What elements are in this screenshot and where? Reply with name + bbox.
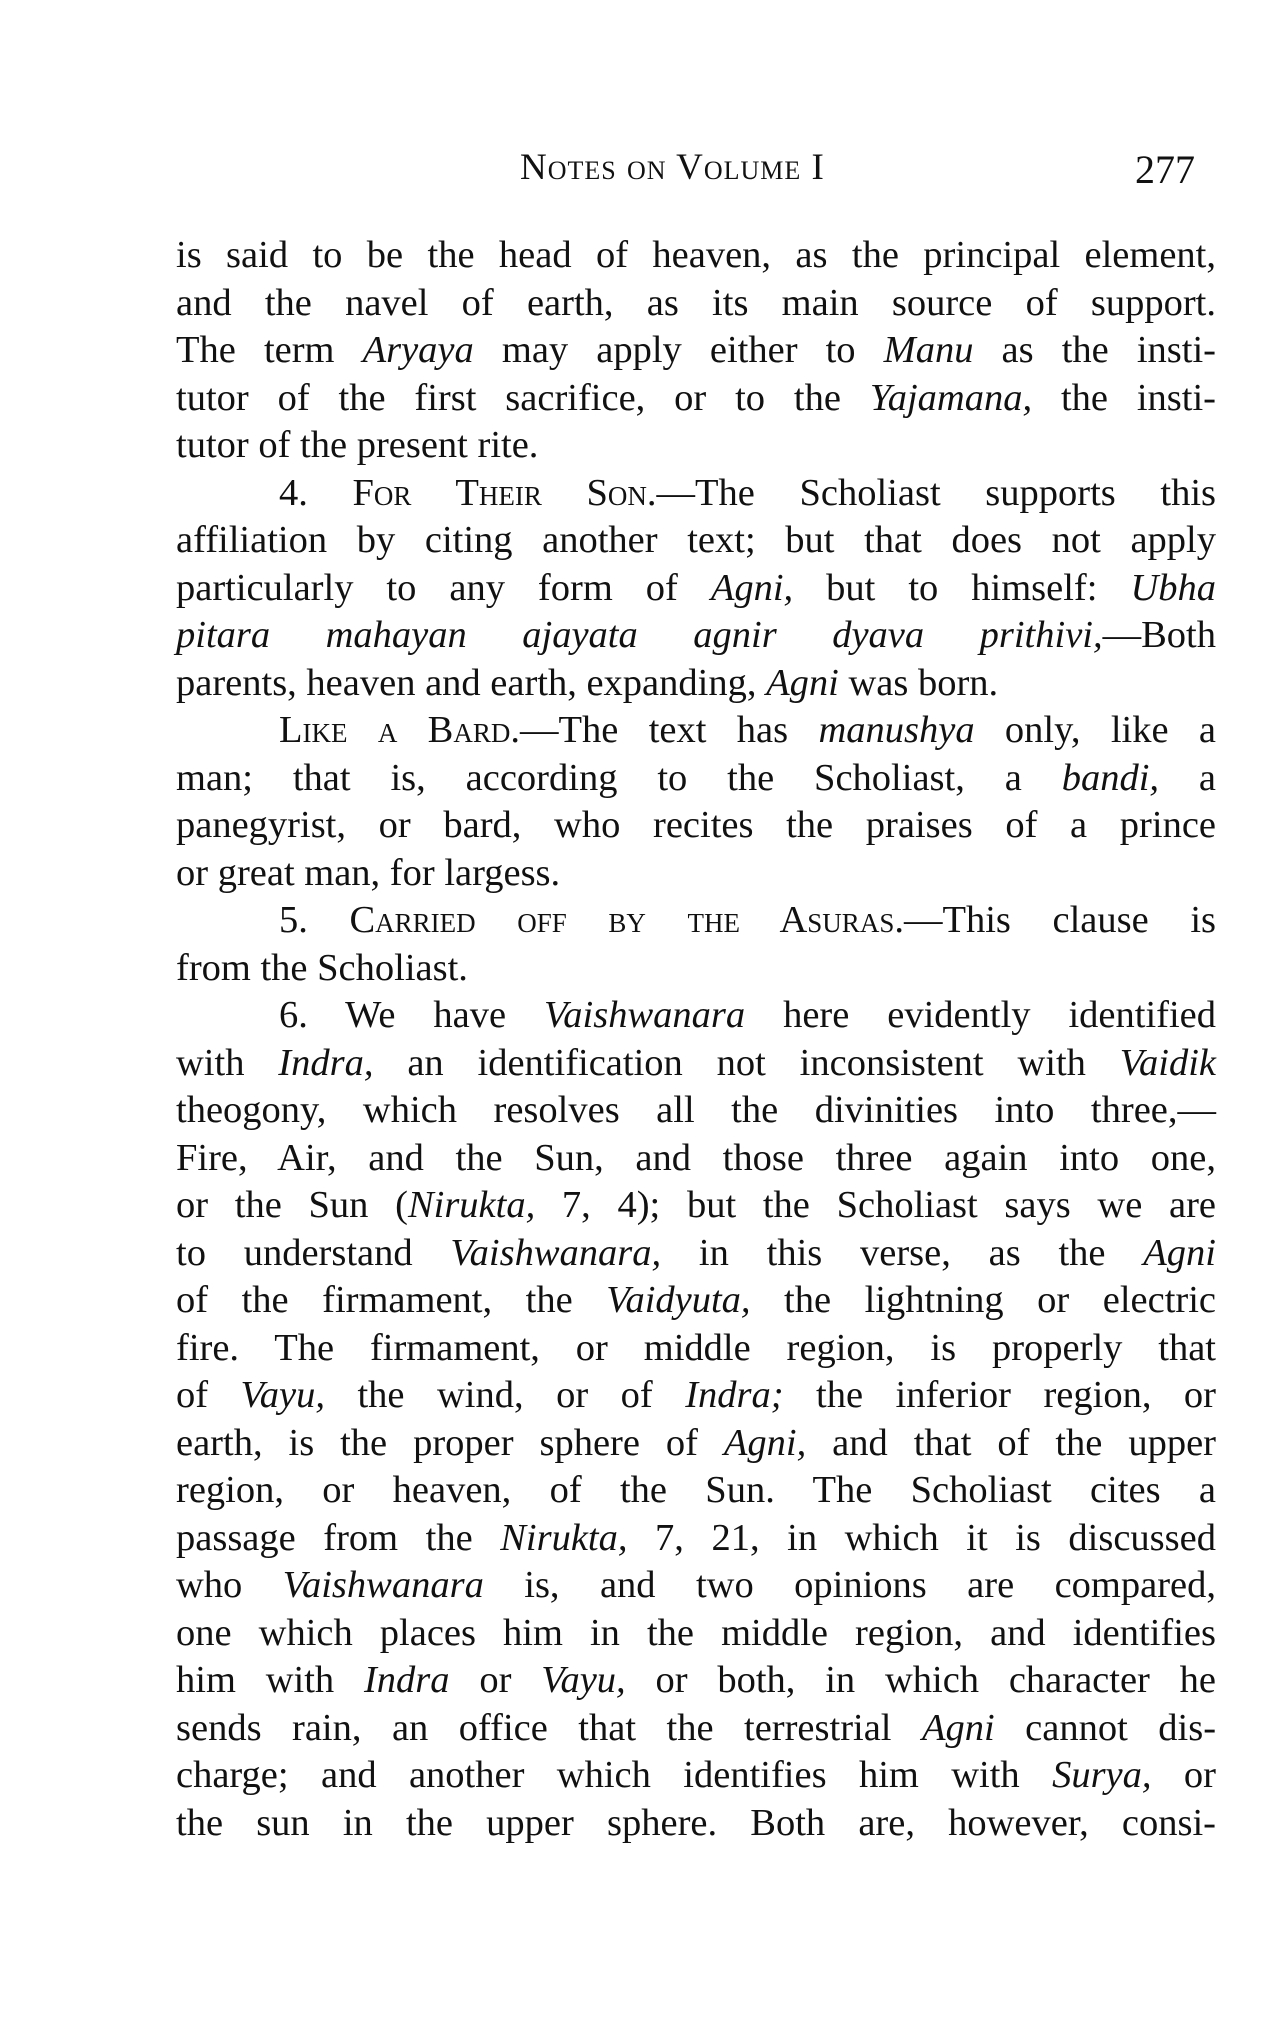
italic-term: Indra [363,1659,450,1701]
text-line: from the Scholiast. [176,946,468,989]
text-line: the sun in the upper sphere. Both are, however, consi- [176,1801,1216,1844]
text-line: one which places him in the middle region, and identifies [176,1611,1216,1654]
text-line: charge; and another which identifies him with Surya, or [176,1754,1216,1796]
text-line: with Indra, an identification not inconsistent with Vaidik [176,1041,1216,1084]
text-line: 4. For Their Son.—The Scholiast supports this [279,471,1216,514]
italic-term: Vaishwanara [282,1564,484,1606]
italic-term: Agni, [710,566,794,609]
italic-term: Manu [883,329,974,371]
text-line: and the navel of earth, as its main source of support. [176,281,1216,324]
smallcaps-heading: Like a Bard. [279,709,520,751]
text-line: 5. Carried off by the Asuras.—This clause is [279,899,1217,941]
italic-term: Vayu, [240,1374,326,1416]
text-line: panegyrist, or bard, who recites the praises of a prince [176,804,1216,846]
text-line: earth, is the proper sphere of Agni, and that of the upper [176,1421,1216,1464]
italic-term: Vayu, [541,1659,626,1701]
text-line: man; that is, according to the Scholiast, a bandi, a [176,756,1216,799]
italic-term: Surya, [1052,1754,1152,1796]
italic-term: Aryaya [362,329,474,371]
text-line: passage from the Nirukta, 7, 21, in which it is discussed [176,1516,1216,1559]
italic-term: Indra; [685,1374,784,1416]
italic-term: pitara mahayan ajayata agnir dyava prithivi, [176,614,1103,656]
text-line: tutor of the present rite. [176,424,539,466]
text-line: 6. We have Vaishwanara here evidently identified [279,994,1216,1036]
text-line: Fire, Air, and the Sun, and those three again into one, [176,1136,1216,1179]
text-line: particularly to any form of Agni, but to himself: Ubha [176,566,1216,609]
text-line: or great man, for largess. [176,851,561,894]
running-head: Notes on Volume I [520,147,825,188]
text-line: parents, heaven and earth, expanding, Agni was born. [176,661,999,704]
page-number: 277 [1135,147,1195,192]
italic-term: Vaidik [1119,1041,1216,1084]
text-line: or the Sun (Nirukta, 7, 4); but the Scholiast says we are [176,1184,1217,1226]
smallcaps-heading: For Their Son. [352,471,657,514]
italic-term: Nirukta, [407,1184,536,1226]
text-line: theogony, which resolves all the divinities into three,— [176,1089,1216,1131]
italic-term: Agni [921,1706,995,1749]
text-line: to understand Vaishwanara, in this verse, as the Agni [176,1231,1216,1274]
text-line: is said to be the head of heaven, as the principal element, [176,234,1216,276]
text-line: region, or heaven, of the Sun. The Scholiast cites a [176,1469,1216,1511]
italic-term: bandi, [1061,756,1160,799]
italic-term: Ubha [1130,566,1216,609]
italic-term: Agni [766,661,839,704]
italic-term: Agni [1143,1231,1216,1274]
italic-term: Vaishwanara [544,994,746,1036]
text-line: of Vayu, the wind, or of Indra; the inferior region, or [176,1374,1216,1416]
page-body [176,232,1216,1847]
italic-term: Yajamana, [869,376,1033,419]
text-line: tutor of the first sacrifice, or to the Yajamana, the insti- [176,376,1216,419]
italic-term: manushya [818,709,975,751]
italic-term: Indra, [278,1041,374,1084]
italic-term: Vaishwanara, [450,1231,662,1274]
text-line: fire. The firmament, or middle region, is properly that [176,1326,1216,1369]
text-line: The term Aryaya may apply either to Manu as the insti- [176,329,1216,371]
italic-term: Vaidyuta, [606,1279,751,1321]
text-line: him with Indra or Vayu, or both, in which character he [176,1659,1217,1701]
text-line: of the firmament, the Vaidyuta, the lightning or electric [176,1279,1217,1321]
text-line: sends rain, an office that the terrestrial Agni cannot dis- [176,1706,1217,1749]
page-header [0,146,1283,196]
text-line: Like a Bard.—The text has manushya only, like a [279,709,1216,751]
text-line: affiliation by citing another text; but that does not apply [176,519,1216,561]
italic-term: Agni, [723,1421,807,1464]
italic-term: Nirukta, [500,1516,628,1559]
text-line: pitara mahayan ajayata agnir dyava prithivi,—Both [176,614,1216,656]
smallcaps-heading: Carried off by the Asuras. [349,899,904,941]
text-line: who Vaishwanara is, and two opinions are compared, [176,1564,1217,1606]
